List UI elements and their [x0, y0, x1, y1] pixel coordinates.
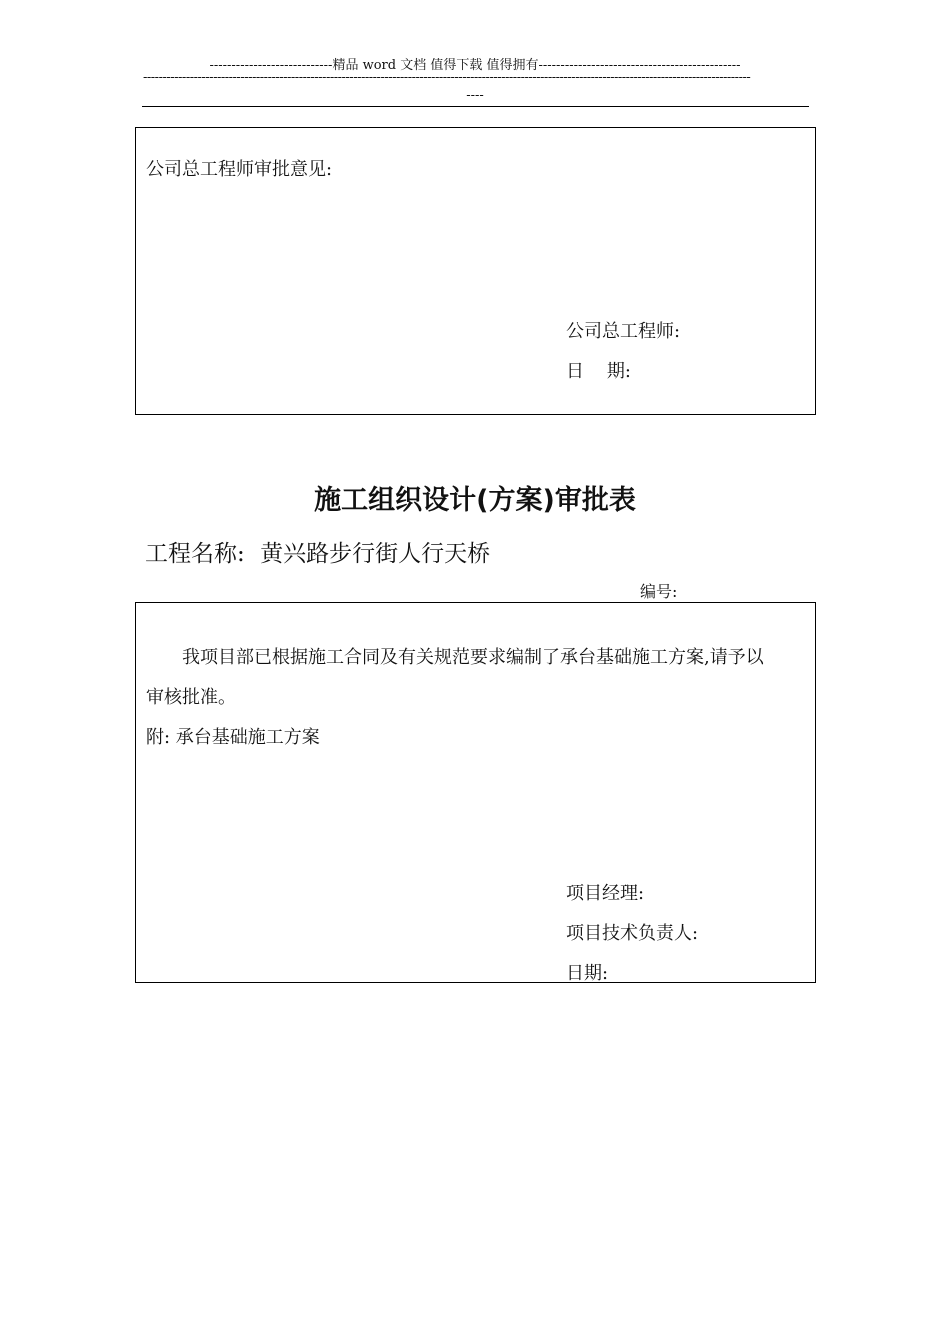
chief-engineer-date-label: 日 期:	[566, 361, 631, 382]
page-header-dash-tail: ----	[466, 88, 484, 103]
form-title: 施工组织设计(方案)审批表	[314, 485, 636, 516]
project-name-line	[145, 535, 490, 568]
serial-number-label: 编号:	[640, 582, 678, 601]
submission-text-line1: 我项目部已根据施工合同及有关规范要求编制了承台基础施工方案,请予以	[182, 647, 764, 668]
project-name-value: 黄兴路步行街人行天桥	[260, 541, 491, 567]
header-rule	[142, 106, 809, 107]
submission-date-label: 日期:	[566, 963, 609, 984]
chief-engineer-signature-label: 公司总工程师:	[566, 321, 681, 342]
tech-lead-label: 项目技术负责人:	[566, 923, 699, 944]
attachment-line: 附: 承台基础施工方案	[146, 727, 320, 748]
project-name-label: 工程名称:	[145, 541, 245, 567]
chief-engineer-opinion-label: 公司总工程师审批意见:	[146, 159, 333, 180]
page-header-dash-line: ------------------------------------------------------------------------------------------------------------------------------------------------------------	[143, 70, 751, 85]
chief-engineer-approval-box	[135, 127, 816, 415]
submission-text-line2: 审核批准。	[146, 687, 236, 708]
project-manager-label: 项目经理:	[566, 883, 645, 904]
submission-box	[135, 602, 816, 983]
page-header-banner: ----------------------------精品 word 文档 值得下载 值得拥有----------------------------------------------	[209, 58, 741, 73]
